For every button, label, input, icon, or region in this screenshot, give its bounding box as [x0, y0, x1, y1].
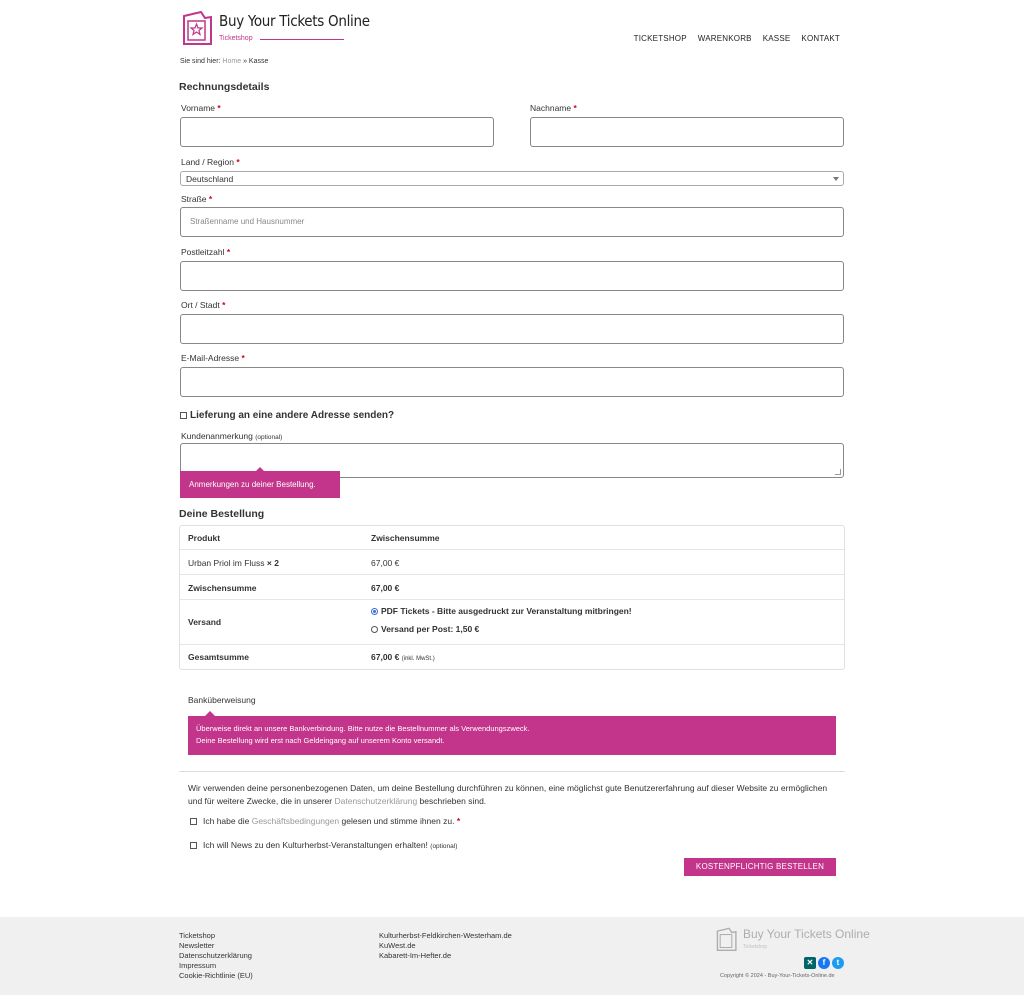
required-mark: *	[241, 353, 245, 363]
total-tax: (inkl. MwSt.)	[401, 656, 435, 662]
ship-other-checkbox[interactable]	[180, 412, 187, 419]
nav-kasse[interactable]: KASSE	[762, 34, 791, 43]
footer-link-impressum[interactable]: Impressum	[179, 961, 217, 970]
footer-links-1	[179, 931, 253, 981]
footer-link-ticketshop[interactable]: Ticketshop	[179, 931, 215, 940]
city-field[interactable]	[180, 314, 844, 344]
footer-link-kuwest[interactable]: KuWest.de	[379, 941, 416, 950]
city-label	[181, 300, 225, 310]
xing-icon[interactable]: ✕	[804, 957, 816, 969]
twitter-icon[interactable]: t	[832, 957, 844, 969]
newsletter-row	[190, 840, 457, 850]
item-qty: × 2	[266, 558, 279, 568]
shipping-option-post-label: Versand per Post: 1,50 €	[381, 624, 480, 634]
subtotal-row	[180, 575, 844, 600]
site-header	[179, 8, 844, 48]
notes-optional: (optional)	[255, 434, 283, 441]
shipping-row	[180, 600, 844, 645]
required-mark: *	[456, 816, 461, 826]
city-label-text: Ort / Stadt	[181, 300, 220, 310]
required-mark: *	[226, 247, 231, 257]
breadcrumb	[180, 58, 268, 65]
footer-logo-title: Buy Your Tickets Online	[743, 927, 870, 941]
required-mark: *	[217, 103, 221, 113]
newsletter-optional: (optional)	[430, 843, 458, 850]
footer-links-2	[379, 931, 512, 961]
footer-link-kulturherbst[interactable]: Kulturherbst-Feldkirchen-Westerham.de	[379, 931, 512, 940]
main-nav	[634, 34, 840, 43]
total-value-cell	[371, 652, 435, 662]
total-label: Gesamtsumme	[188, 652, 249, 662]
newsletter-checkbox[interactable]	[190, 842, 197, 849]
social-links	[804, 957, 844, 969]
total-value: 67,00 €	[371, 652, 400, 662]
postcode-field[interactable]	[180, 261, 844, 291]
col-product: Produkt	[188, 533, 221, 543]
country-select[interactable]	[180, 171, 844, 186]
nav-warenkorb[interactable]: WARENKORB	[697, 34, 752, 43]
site-logo[interactable]	[181, 10, 370, 50]
radio-selected-icon[interactable]	[371, 608, 378, 615]
ticket-logo-icon	[714, 927, 740, 953]
newsletter-label	[203, 840, 457, 850]
last-name-field[interactable]	[530, 117, 844, 147]
payment-line-1: Überweise direkt an unsere Bankverbindung. Bitte nutze die Bestellnummer als Verwendungszweck.	[196, 724, 530, 733]
item-price: 67,00 €	[371, 558, 400, 568]
privacy-text-2: beschrieben sind.	[419, 796, 487, 806]
street-field[interactable]	[180, 207, 844, 237]
billing-title: Rechnungsdetails	[179, 81, 270, 93]
privacy-link[interactable]: Datenschutzerklärung	[334, 796, 418, 806]
footer-link-datenschutz[interactable]: Datenschutzerklärung	[179, 951, 252, 960]
footer-logo-subtitle: Ticketshop	[743, 944, 767, 950]
item-name: Urban Priol im Fluss	[188, 558, 265, 568]
order-item-cell	[188, 558, 279, 568]
place-order-button[interactable]: KOSTENPFLICHTIG BESTELLEN	[684, 858, 836, 876]
terms-pre: Ich habe die	[203, 816, 250, 826]
required-mark: *	[236, 157, 240, 167]
privacy-text-1: Wir verwenden deine personenbezogenen Daten, um deine Bestellung durchführen zu können, eine möglichst gute Benutzererfahrung auf dieser Website zu ermöglichen und für weitere Zwecke, die in unserer	[188, 783, 828, 806]
payment-line-2: Deine Bestellung wird erst nach Geldeingang auf unserem Konto versandt.	[196, 736, 445, 745]
site-footer	[0, 917, 1024, 995]
divider	[179, 771, 845, 772]
first-name-field[interactable]	[180, 117, 494, 147]
logo-subtitle: Ticketshop	[219, 35, 253, 42]
ticket-logo-icon	[181, 10, 215, 48]
facebook-icon[interactable]: f	[818, 957, 830, 969]
required-mark: *	[573, 103, 577, 113]
footer-logo[interactable]	[714, 927, 870, 953]
terms-row	[190, 816, 460, 826]
subtotal-label: Zwischensumme	[188, 583, 257, 593]
breadcrumb-current: Kasse	[248, 58, 269, 65]
order-header-row	[180, 526, 844, 550]
footer-link-newsletter[interactable]: Newsletter	[179, 941, 215, 950]
resize-handle-icon[interactable]	[835, 469, 841, 475]
last-name-label	[530, 103, 577, 113]
footer-link-kabarett[interactable]: Kabarett-Im-Hefter.de	[379, 951, 452, 960]
order-title: Deine Bestellung	[179, 508, 265, 520]
breadcrumb-prefix: Sie sind hier:	[180, 58, 221, 65]
privacy-notice	[188, 782, 838, 808]
notes-label-text: Kundenanmerkung	[181, 431, 253, 441]
notes-tooltip: Anmerkungen zu deiner Bestellung.	[180, 471, 340, 498]
total-row	[180, 645, 844, 670]
shipping-option-pdf[interactable]	[371, 606, 632, 616]
nav-kontakt[interactable]: KONTAKT	[801, 34, 840, 43]
nav-ticketshop[interactable]: TICKETSHOP	[633, 34, 687, 43]
country-select-value: Deutschland	[186, 174, 234, 184]
radio-icon[interactable]	[371, 626, 378, 633]
country-label	[181, 157, 240, 167]
order-item-row	[180, 550, 844, 575]
chevron-down-icon	[833, 177, 839, 181]
email-field[interactable]	[180, 367, 844, 397]
shipping-label: Versand	[188, 617, 222, 627]
breadcrumb-separator: »	[243, 58, 247, 65]
newsletter-text: Ich will News zu den Kulturherbst-Veranstaltungen erhalten!	[203, 840, 428, 850]
logo-underline	[260, 39, 344, 40]
order-table	[179, 525, 845, 670]
subtotal-value: 67,00 €	[371, 583, 400, 593]
email-label-text: E-Mail-Adresse	[181, 353, 240, 363]
logo-title: Buy Your Tickets Online	[219, 12, 370, 30]
street-placeholder: Straßenname und Hausnummer	[190, 217, 305, 226]
payment-method-label[interactable]: Banküberweisung	[188, 695, 256, 705]
ship-other-label: Lieferung an eine andere Adresse senden?	[190, 410, 395, 421]
ship-other-address[interactable]	[180, 410, 394, 421]
payment-description	[188, 716, 836, 755]
notes-label	[181, 431, 282, 441]
terms-post: gelesen und stimme ihnen zu.	[341, 816, 455, 826]
postcode-label-text: Postleitzahl	[181, 247, 225, 257]
terms-label	[203, 816, 460, 826]
postcode-label	[181, 247, 230, 257]
footer-link-cookie[interactable]: Cookie-Richtlinie (EU)	[179, 971, 253, 980]
required-mark: *	[208, 194, 213, 204]
terms-link[interactable]: Geschäftsbedingungen	[251, 816, 340, 826]
first-name-label-text: Vorname	[181, 103, 216, 113]
shipping-option-post[interactable]	[371, 624, 479, 634]
last-name-label-text: Nachname	[530, 103, 572, 113]
breadcrumb-home[interactable]: Home	[222, 58, 242, 65]
email-label	[181, 353, 245, 363]
street-label-text: Straße	[181, 194, 207, 204]
required-mark: *	[222, 300, 226, 310]
copyright: Copyright © 2024 - Buy-Your-Tickets-Online.de	[720, 973, 835, 979]
country-label-text: Land / Region	[181, 157, 234, 167]
col-subtotal: Zwischensumme	[371, 533, 440, 543]
first-name-label	[181, 103, 221, 113]
terms-checkbox[interactable]	[190, 818, 197, 825]
street-label	[181, 194, 212, 204]
shipping-option-pdf-label: PDF Tickets - Bitte ausgedruckt zur Veranstaltung mitbringen!	[381, 606, 632, 616]
